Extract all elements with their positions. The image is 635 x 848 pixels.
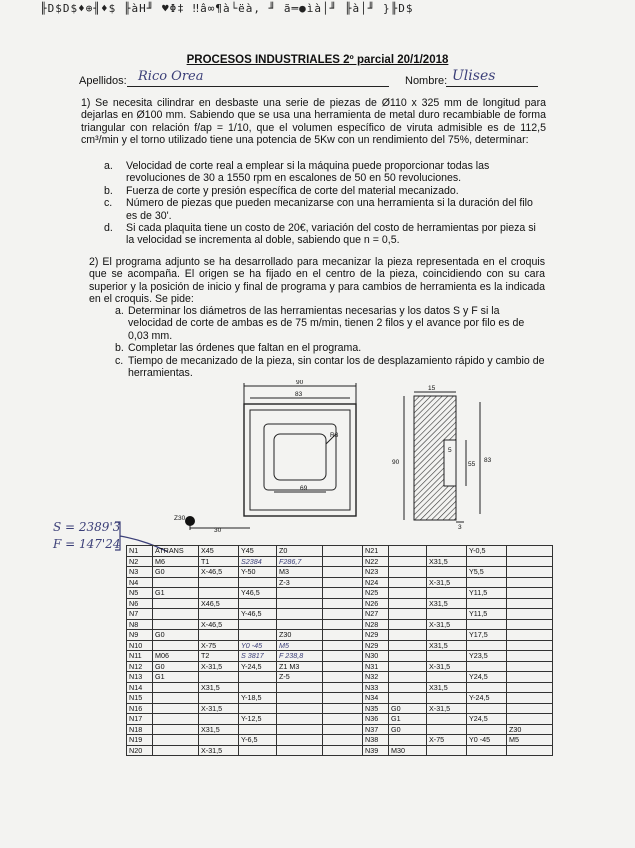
program-cell [153, 577, 199, 588]
program-cell: N32 [363, 672, 389, 683]
program-cell [507, 556, 553, 567]
program-row [127, 567, 553, 578]
program-cell: M6 [153, 556, 199, 567]
q1-item-a: a. Velocidad de corte real a emplear si la máquina puede proporcionar todas las revoluciones de 30 a 1550 rpm en escalones de 50 en 50 revoluciones. [104, 160, 490, 185]
program-cell: G0 [389, 703, 427, 714]
nombre-line [446, 86, 538, 87]
program-cell: F 238,8 [277, 651, 323, 662]
program-cell [277, 619, 323, 630]
program-cell: T2 [199, 651, 239, 662]
program-cell: Y24,5 [467, 672, 507, 683]
program-cell: S 3817 [239, 651, 277, 662]
program-cell [239, 598, 277, 609]
program-cell: Y-24,5 [467, 693, 507, 704]
program-cell: Z30 [507, 724, 553, 735]
q2-item-b: b. Completar las órdenes que faltan en el programa. [115, 342, 362, 355]
program-cell: ATRANS [153, 546, 199, 557]
program-cell: Y-6,5 [239, 735, 277, 746]
program-cell-empty [323, 588, 363, 599]
program-cell: Y17,5 [467, 630, 507, 641]
program-row [127, 672, 553, 683]
program-row [127, 661, 553, 672]
program-cell-empty [323, 661, 363, 672]
program-cell: X45 [199, 546, 239, 557]
nombre-label: Nombre: [405, 75, 448, 87]
program-cell [199, 714, 239, 725]
program-cell [427, 567, 467, 578]
program-cell: N17 [127, 714, 153, 725]
program-cell: X-46,5 [199, 619, 239, 630]
dim-15-label: 15 [428, 385, 436, 392]
program-cell: M30 [389, 745, 427, 756]
program-cell: X-31,5 [427, 577, 467, 588]
program-cell: N29 [363, 640, 389, 651]
program-cell: N20 [127, 745, 153, 756]
program-cell [507, 714, 553, 725]
program-cell: N27 [363, 609, 389, 620]
program-cell: X31,5 [427, 682, 467, 693]
program-cell [153, 598, 199, 609]
program-cell [467, 724, 507, 735]
program-cell [467, 682, 507, 693]
program-cell-empty [323, 745, 363, 756]
program-cell [153, 735, 199, 746]
program-cell [467, 577, 507, 588]
program-cell [507, 651, 553, 662]
program-cell: X46,5 [199, 598, 239, 609]
program-cell [507, 598, 553, 609]
program-row [127, 724, 553, 735]
program-cell: N3 [127, 567, 153, 578]
program-cell: M06 [153, 651, 199, 662]
program-cell [467, 619, 507, 630]
program-cell-empty [323, 693, 363, 704]
program-cell: Z0 [277, 546, 323, 557]
program-cell [507, 682, 553, 693]
q2-intro: 2) El programa adjunto se ha desarrollado para mecanizar la pieza representada en el croquis que se acompaña. El origen se ha fijado en el centro de la pieza, coincidiendo con su cara superior y la posición de inicio y final de programa y para cambios de herramienta es la indicada en el croquis. Se pide: [89, 256, 545, 306]
program-cell [153, 609, 199, 620]
dim-side-90-label: 90 [392, 459, 400, 466]
apellidos-handwritten: Rico Orea [138, 69, 204, 84]
program-cell: N29 [363, 630, 389, 641]
dim-55-label: 55 [468, 461, 476, 468]
program-cell [427, 651, 467, 662]
program-cell [467, 598, 507, 609]
program-cell: X31,5 [427, 556, 467, 567]
pocket-inner-outline [274, 434, 326, 480]
program-cell: Y-50 [239, 567, 277, 578]
program-row [127, 588, 553, 599]
program-cell [507, 640, 553, 651]
program-cell: G0 [153, 630, 199, 641]
program-cell [389, 598, 427, 609]
program-cell: N4 [127, 577, 153, 588]
dim-r3-label: R3 [330, 432, 339, 439]
program-cell: N31 [363, 661, 389, 672]
handwritten-s-value: S = 2389'3 [53, 520, 121, 534]
program-cell-empty [323, 567, 363, 578]
program-cell [277, 735, 323, 746]
program-cell: T1 [199, 556, 239, 567]
program-cell: N16 [127, 703, 153, 714]
program-cell: Y11,5 [467, 588, 507, 599]
program-cell [507, 703, 553, 714]
program-cell [153, 682, 199, 693]
program-cell: X-31,5 [199, 661, 239, 672]
dim-3-label: 3 [458, 524, 462, 531]
program-cell: Y45 [239, 546, 277, 557]
program-cell [427, 745, 467, 756]
program-row [127, 619, 553, 630]
program-cell: N33 [363, 682, 389, 693]
program-cell: X31,5 [427, 640, 467, 651]
program-cell [153, 619, 199, 630]
program-cell [507, 630, 553, 641]
handwritten-f-value: F = 147'24 [53, 537, 121, 551]
program-row [127, 703, 553, 714]
program-cell [277, 703, 323, 714]
program-cell [389, 661, 427, 672]
program-cell [389, 609, 427, 620]
program-cell: X31,5 [199, 682, 239, 693]
program-cell [507, 588, 553, 599]
apellidos-label: Apellidos: [79, 75, 127, 87]
program-cell: S2384 [239, 556, 277, 567]
program-cell: G0 [153, 661, 199, 672]
program-cell: Y-0,5 [467, 546, 507, 557]
program-cell [427, 693, 467, 704]
program-cell [199, 609, 239, 620]
program-row [127, 714, 553, 725]
program-row [127, 598, 553, 609]
program-cell-empty [323, 703, 363, 714]
program-cell [239, 745, 277, 756]
program-cell [389, 577, 427, 588]
program-cell: N28 [363, 619, 389, 630]
program-cell [389, 556, 427, 567]
program-cell-empty [323, 630, 363, 641]
dim-30-label: 30 [214, 527, 222, 534]
program-cell: F286,7 [277, 556, 323, 567]
program-cell: N35 [363, 703, 389, 714]
program-cell [239, 672, 277, 683]
program-cell [389, 735, 427, 746]
program-cell [427, 630, 467, 641]
program-cell: N21 [363, 546, 389, 557]
program-cell [277, 609, 323, 620]
program-cell: Y5,5 [467, 567, 507, 578]
program-cell [199, 588, 239, 599]
program-cell [467, 556, 507, 567]
program-cell: X-75 [427, 735, 467, 746]
program-row [127, 546, 553, 557]
program-cell: M5 [277, 640, 323, 651]
program-cell [239, 724, 277, 735]
program-cell [239, 682, 277, 693]
program-cell: Y23,5 [467, 651, 507, 662]
part-outer-outline [244, 404, 356, 516]
program-cell [153, 714, 199, 725]
program-cell: Y11,5 [467, 609, 507, 620]
program-row [127, 682, 553, 693]
program-cell [389, 651, 427, 662]
program-cell [427, 609, 467, 620]
program-cell [199, 735, 239, 746]
tool-start-point [185, 516, 195, 526]
program-cell [389, 567, 427, 578]
program-cell [427, 714, 467, 725]
program-cell: Y24,5 [467, 714, 507, 725]
program-cell: X31,5 [427, 598, 467, 609]
program-cell: G0 [153, 567, 199, 578]
program-cell: N7 [127, 609, 153, 620]
program-cell [389, 619, 427, 630]
program-cell [199, 672, 239, 683]
program-cell [277, 724, 323, 735]
program-row [127, 609, 553, 620]
program-cell [389, 546, 427, 557]
program-cell-empty [323, 714, 363, 725]
program-cell: X-31,5 [427, 619, 467, 630]
program-cell-empty [323, 735, 363, 746]
program-row [127, 640, 553, 651]
program-cell [153, 640, 199, 651]
program-cell-empty [323, 577, 363, 588]
program-cell: N30 [363, 651, 389, 662]
program-cell: N14 [127, 682, 153, 693]
program-cell: Y-46,5 [239, 609, 277, 620]
program-cell: N13 [127, 672, 153, 683]
program-cell: Y46,5 [239, 588, 277, 599]
q2-item-a: a. Determinar los diámetros de las herramientas necesarias y los datos S y F si la velocidad de corte de ambas es de 75 m/min, tienen 2 filos y el avance por filo es de 0,03 mm. [115, 305, 525, 342]
program-cell: N11 [127, 651, 153, 662]
program-cell [427, 588, 467, 599]
program-cell [389, 693, 427, 704]
program-cell: Z-5 [277, 672, 323, 683]
program-cell: N37 [363, 724, 389, 735]
program-cell-empty [323, 724, 363, 735]
program-cell [467, 661, 507, 672]
program-row [127, 745, 553, 756]
program-cell: N5 [127, 588, 153, 599]
part-side-section-sketch [388, 382, 500, 532]
program-cell [507, 546, 553, 557]
program-cell [389, 672, 427, 683]
program-cell: Y-18,5 [239, 693, 277, 704]
q2-item-c: c. Tiempo de mecanizado de la pieza, sin contar los de desplazamiento rápido y cambio de herramientas. [115, 354, 545, 380]
program-cell [277, 682, 323, 693]
program-cell [507, 745, 553, 756]
program-cell: Y0 -45 [467, 735, 507, 746]
program-cell: N8 [127, 619, 153, 630]
program-cell-empty [323, 546, 363, 557]
program-cell [153, 745, 199, 756]
program-cell [389, 682, 427, 693]
q1-intro: 1) Se necesita cilindrar en desbaste una serie de piezas de Ø110 x 325 mm de longitud para dejarlas en Ø100 mm. Sabiendo que se usa una herramienta de metal duro recambiable de forma triangular con relación f/ap = 1/10, que el volumen específico de viruta admisible es de 112,5 cm³/min y el torno utilizado tiene una potencia de 5Kw con un rendimiento del 75%, determinar: [81, 97, 546, 147]
q1-item-list [104, 160, 546, 247]
program-cell: N10 [127, 640, 153, 651]
dim-69-label: 69 [300, 485, 308, 492]
program-cell: N12 [127, 661, 153, 672]
program-cell: G1 [153, 672, 199, 683]
program-cell: Y0 -45 [239, 640, 277, 651]
program-cell: N6 [127, 598, 153, 609]
program-cell [277, 588, 323, 599]
program-cell: N36 [363, 714, 389, 725]
program-cell [277, 714, 323, 725]
program-cell [507, 661, 553, 672]
program-cell [389, 588, 427, 599]
program-cell: X-31,5 [427, 703, 467, 714]
program-cell: N1 [127, 546, 153, 557]
program-cell: N15 [127, 693, 153, 704]
program-cell [507, 609, 553, 620]
program-cell: M5 [507, 735, 553, 746]
program-cell: X-75 [199, 640, 239, 651]
program-cell [199, 693, 239, 704]
program-cell [277, 598, 323, 609]
program-cell [389, 640, 427, 651]
q1-item-b: b. Fuerza de corte y presión específica de corte del material mecanizado. [104, 184, 459, 197]
program-cell [507, 567, 553, 578]
program-cell: N39 [363, 745, 389, 756]
program-cell: X-31,5 [199, 703, 239, 714]
program-cell: N38 [363, 735, 389, 746]
program-cell: G0 [389, 724, 427, 735]
program-cell: X-31,5 [427, 661, 467, 672]
program-cell [507, 672, 553, 683]
program-cell-empty [323, 651, 363, 662]
dim-z30-label: Z30 [174, 515, 186, 522]
program-cell [199, 577, 239, 588]
program-row [127, 651, 553, 662]
program-cell: Z30 [277, 630, 323, 641]
nombre-handwritten: Ulises [452, 68, 496, 84]
program-cell-empty [323, 640, 363, 651]
program-cell [467, 703, 507, 714]
program-cell [239, 577, 277, 588]
program-cell: G1 [389, 714, 427, 725]
q2-item-list [115, 305, 546, 379]
program-cell: Z-3 [277, 577, 323, 588]
program-cell [239, 619, 277, 630]
program-cell [389, 630, 427, 641]
program-cell [427, 672, 467, 683]
program-cell: N34 [363, 693, 389, 704]
program-cell: X-31,5 [199, 745, 239, 756]
program-cell: M3 [277, 567, 323, 578]
part-top-view-sketch [170, 380, 390, 540]
program-row [127, 735, 553, 746]
program-cell [153, 703, 199, 714]
program-cell [427, 546, 467, 557]
dim-90-label: 90 [296, 380, 304, 386]
program-cell: N24 [363, 577, 389, 588]
program-cell: N19 [127, 735, 153, 746]
program-cell: N23 [363, 567, 389, 578]
program-cell [507, 693, 553, 704]
dim-5-label: 5 [448, 447, 452, 454]
program-cell: Y-24,5 [239, 661, 277, 672]
program-cell [507, 577, 553, 588]
q1-item-d: d. Si cada plaquita tiene un costo de 20€, variación del costo de herramientas por pieza si la velocidad se incrementa al doble, sabiendo que n = 0,5. [104, 222, 536, 247]
program-cell-empty [323, 672, 363, 683]
cnc-program-table [126, 545, 553, 756]
program-cell: N18 [127, 724, 153, 735]
program-cell-empty [323, 682, 363, 693]
program-cell [153, 724, 199, 735]
dim-side-83-label: 83 [484, 457, 492, 464]
dim-83-label: 83 [295, 391, 303, 398]
program-cell [239, 630, 277, 641]
program-row [127, 577, 553, 588]
program-cell-empty [323, 609, 363, 620]
program-cell [277, 693, 323, 704]
program-cell [427, 724, 467, 735]
program-cell [239, 703, 277, 714]
program-cell: X-46,5 [199, 567, 239, 578]
program-cell: N26 [363, 598, 389, 609]
program-cell: Z1 M3 [277, 661, 323, 672]
program-cell: N25 [363, 588, 389, 599]
program-cell: G1 [153, 588, 199, 599]
program-cell [277, 745, 323, 756]
program-cell [507, 619, 553, 630]
program-cell: Y-12,5 [239, 714, 277, 725]
program-row [127, 693, 553, 704]
page-header-garble: ╟D$D$♦⊕╢♦$ ╟àH╜ ♥Φ‡ ‼â∞¶à└ëà, ╜ ã═●ìà│╜ ╟à│╜ }╟D$ [40, 2, 414, 15]
program-cell-empty [323, 556, 363, 567]
apellidos-line [127, 86, 389, 87]
program-row [127, 556, 553, 567]
program-cell-empty [323, 598, 363, 609]
exam-title: PROCESOS INDUSTRIALES 2º parcial 20/1/2018 [186, 54, 449, 66]
program-cell [467, 745, 507, 756]
program-cell [153, 693, 199, 704]
program-cell: N9 [127, 630, 153, 641]
q1-item-c: c. Número de piezas que pueden mecanizarse con una herramienta si la duración del filo es de 30'. [104, 197, 533, 222]
program-cell: N2 [127, 556, 153, 567]
program-cell-empty [323, 619, 363, 630]
program-cell: X31,5 [199, 724, 239, 735]
program-cell [467, 640, 507, 651]
program-row [127, 630, 553, 641]
program-cell [199, 630, 239, 641]
program-cell: N22 [363, 556, 389, 567]
